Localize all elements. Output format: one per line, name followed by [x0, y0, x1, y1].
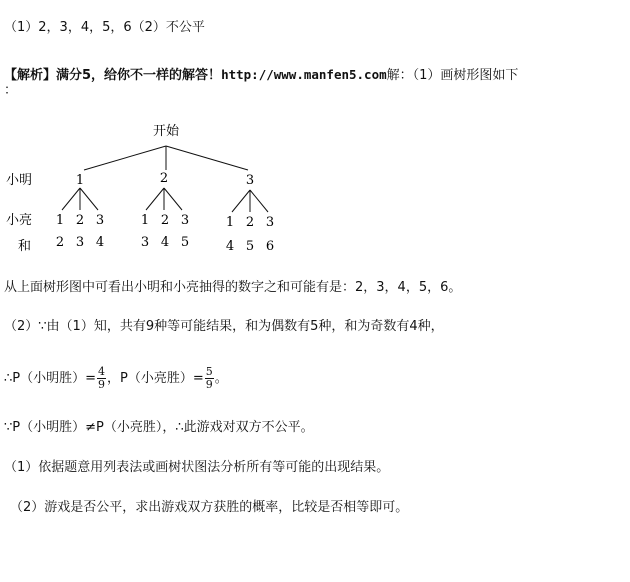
sum-node-1-1: 2: [55, 235, 65, 250]
sum-node-1-3: 4: [95, 235, 105, 250]
branch-3-3: [250, 190, 268, 212]
branch-root-3: [166, 146, 248, 170]
xiaoming-node-3: 3: [245, 173, 255, 188]
xiaoliang-node-1-1: 1: [55, 213, 65, 228]
branch-3-1: [232, 190, 250, 212]
sum-node-3-1: 4: [225, 239, 235, 254]
xiaoliang-node-1-2: 2: [75, 213, 85, 228]
unfair-sentence: ∵P（小明胜）≠P（小亮胜），∴此游戏对双方不公平。: [4, 420, 314, 435]
xiaoliang-node-3-3: 3: [265, 215, 275, 230]
prob-xiaoming-fraction: [97, 366, 106, 391]
analysis-header: [4, 67, 518, 84]
xiaoliang-node-2-3: 3: [180, 213, 190, 228]
analysis-colon: ：: [4, 83, 18, 98]
sum-node-2-2: 4: [160, 235, 170, 250]
row-label-sum: 和: [18, 239, 32, 254]
analysis-url: http://www.manfen5.com: [221, 67, 387, 82]
branch-1-3: [80, 188, 98, 210]
analysis-tag: 【解析】: [4, 68, 57, 83]
row-label-xiaoliang: 小亮: [6, 213, 33, 228]
note-1: （1）依据题意用列表法或画树状图法分析所有等可能的出现结果。: [4, 460, 390, 475]
xiaoliang-node-1-3: 3: [95, 213, 105, 228]
sum-node-2-1: 3: [140, 235, 150, 250]
sum-node-3-3: 6: [265, 239, 275, 254]
counts-sentence: （2）∵由（1）知，共有9种等可能结果，和为偶数有5种，和为奇数有4种，: [4, 319, 444, 334]
branch-1-1: [62, 188, 80, 210]
sum-node-2-3: 5: [180, 235, 190, 250]
prob-xiaoliang-fraction: [205, 366, 214, 391]
analysis-intro: 解：（1）画树形图如下: [386, 68, 519, 83]
sums-sentence: 从上面树形图中可看出小明和小亮抽得的数字之和可能有是：2，3，4，5，6。: [4, 280, 462, 295]
row-label-xiaoming: 小明: [6, 173, 33, 188]
branch-root-1: [84, 146, 166, 170]
xiaoliang-node-2-2: 2: [160, 213, 170, 228]
tree-diagram: [0, 118, 330, 263]
prob-xiaoming-denominator: 9: [98, 378, 106, 391]
prob-xiaoming-numerator: 4: [98, 365, 106, 378]
branch-2-3: [164, 188, 182, 210]
analysis-slogan: 满分5，给你不一样的解答！: [56, 68, 222, 83]
sum-node-3-2: 5: [245, 239, 255, 254]
prob-xiaoliang-denominator: 9: [205, 378, 213, 391]
tree-root-label: 开始: [152, 124, 180, 139]
answer-line: （1）2，3，4，5，6（2）不公平: [4, 20, 205, 35]
xiaoming-node-1: 1: [75, 173, 85, 188]
prob-suffix: 。: [214, 371, 228, 386]
prob-prefix: ∴P（小明胜）=: [4, 371, 97, 386]
xiaoliang-node-2-1: 1: [140, 213, 150, 228]
xiaoliang-node-3-2: 2: [245, 215, 255, 230]
branch-2-1: [146, 188, 164, 210]
xiaoming-node-2: 2: [159, 171, 169, 186]
probability-line: [4, 365, 228, 393]
prob-xiaoliang-numerator: 5: [205, 365, 213, 378]
xiaoliang-node-3-1: 1: [225, 215, 235, 230]
note-2: （2）游戏是否公平，求出游戏双方获胜的概率，比较是否相等即可。: [10, 500, 409, 515]
prob-middle: ，P（小亮胜）=: [107, 371, 204, 386]
sum-node-1-2: 3: [75, 235, 85, 250]
